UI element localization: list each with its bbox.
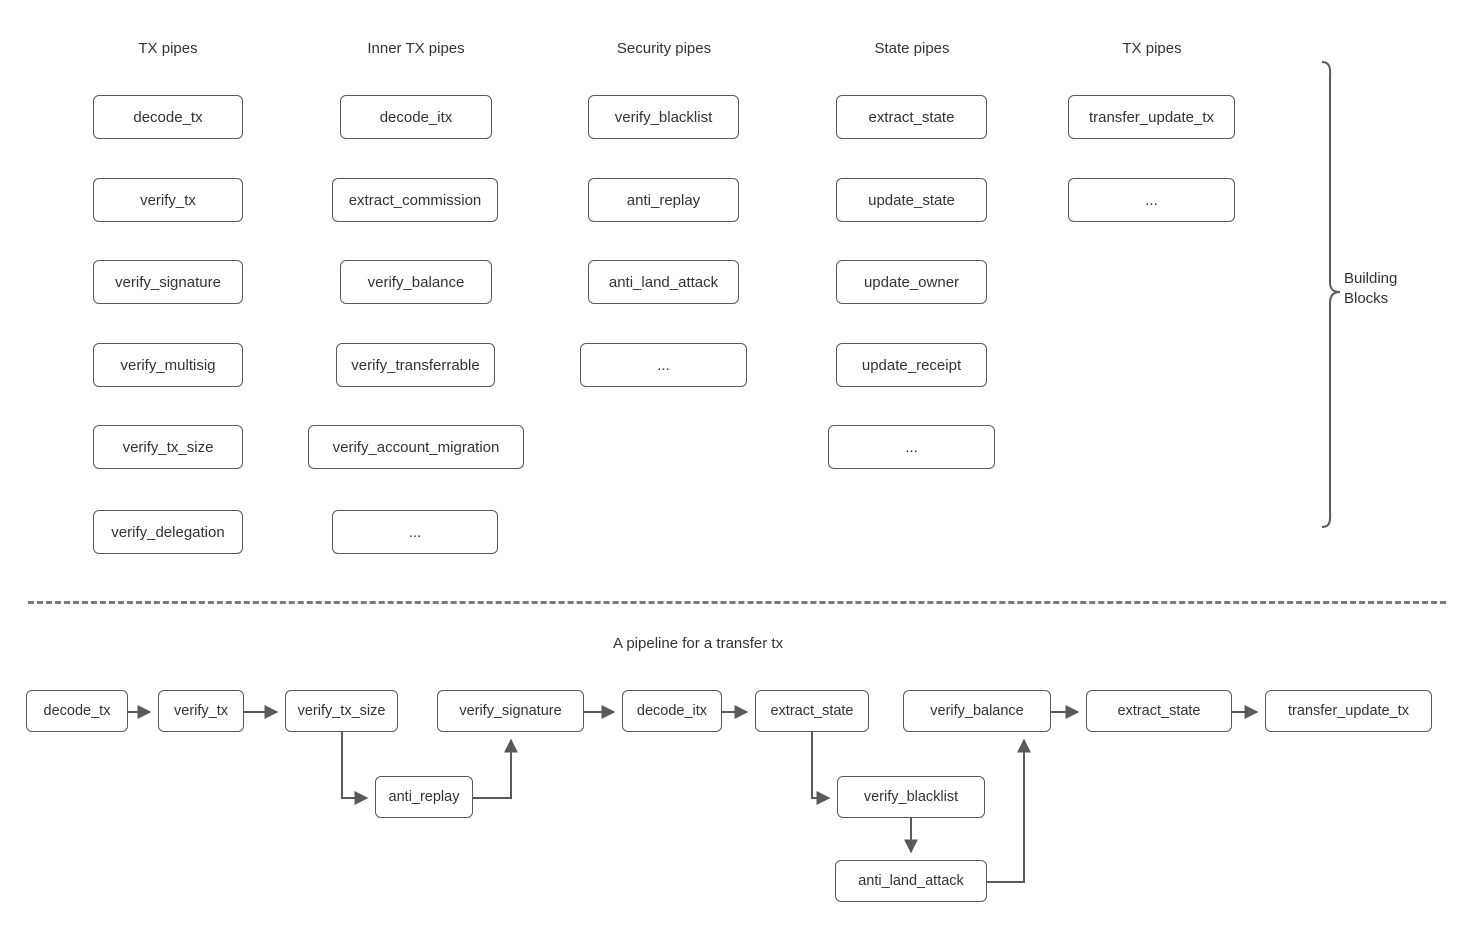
pipeline-node-verify-balance[interactable]: verify_balance	[903, 690, 1051, 732]
column-title-tx-pipes-2: TX pipes	[1122, 40, 1182, 57]
block-update-owner[interactable]: update_owner	[836, 260, 987, 304]
block-extract-state[interactable]: extract_state	[836, 95, 987, 139]
block-state-more[interactable]: ...	[828, 425, 995, 469]
block-verify-transferrable[interactable]: verify_transferrable	[336, 343, 495, 387]
section-divider	[28, 601, 1446, 604]
pipeline-node-extract-state-2[interactable]: extract_state	[1086, 690, 1232, 732]
pipeline-node-verify-blacklist[interactable]: verify_blacklist	[837, 776, 985, 818]
building-blocks-line1: Building	[1344, 270, 1398, 287]
pipeline-node-verify-tx-size[interactable]: verify_tx_size	[285, 690, 398, 732]
column-title-tx-pipes-1: TX pipes	[138, 40, 198, 57]
block-anti-replay[interactable]: anti_replay	[588, 178, 739, 222]
block-verify-balance[interactable]: verify_balance	[340, 260, 492, 304]
column-title-security-pipes: Security pipes	[616, 40, 712, 57]
block-security-more[interactable]: ...	[580, 343, 747, 387]
block-inner-tx-more[interactable]: ...	[332, 510, 498, 554]
column-title-state-pipes: State pipes	[874, 40, 950, 57]
pipeline-node-transfer-update-tx[interactable]: transfer_update_tx	[1265, 690, 1432, 732]
pipeline-node-verify-tx[interactable]: verify_tx	[158, 690, 244, 732]
block-verify-multisig[interactable]: verify_multisig	[93, 343, 243, 387]
block-update-state[interactable]: update_state	[836, 178, 987, 222]
block-verify-tx[interactable]: verify_tx	[93, 178, 243, 222]
pipeline-node-anti-land-attack[interactable]: anti_land_attack	[835, 860, 987, 902]
block-anti-land-attack[interactable]: anti_land_attack	[588, 260, 739, 304]
block-verify-blacklist[interactable]: verify_blacklist	[588, 95, 739, 139]
block-tx-pipes-more[interactable]: ...	[1068, 178, 1235, 222]
block-verify-signature[interactable]: verify_signature	[93, 260, 243, 304]
block-transfer-update-tx[interactable]: transfer_update_tx	[1068, 95, 1235, 139]
pipeline-node-decode-tx[interactable]: decode_tx	[26, 690, 128, 732]
block-update-receipt[interactable]: update_receipt	[836, 343, 987, 387]
pipeline-node-anti-replay[interactable]: anti_replay	[375, 776, 473, 818]
block-decode-tx[interactable]: decode_tx	[93, 95, 243, 139]
block-verify-delegation[interactable]: verify_delegation	[93, 510, 243, 554]
pipeline-node-extract-state-1[interactable]: extract_state	[755, 690, 869, 732]
pipeline-node-decode-itx[interactable]: decode_itx	[622, 690, 722, 732]
block-extract-commission[interactable]: extract_commission	[332, 178, 498, 222]
pipeline-node-verify-signature[interactable]: verify_signature	[437, 690, 584, 732]
block-verify-account-migration[interactable]: verify_account_migration	[308, 425, 524, 469]
building-blocks-line2: Blocks	[1344, 290, 1389, 307]
pipeline-title: A pipeline for a transfer tx	[613, 635, 784, 652]
building-blocks-label	[1344, 269, 1397, 309]
column-title-inner-tx-pipes: Inner TX pipes	[367, 40, 465, 57]
block-verify-tx-size[interactable]: verify_tx_size	[93, 425, 243, 469]
block-decode-itx[interactable]: decode_itx	[340, 95, 492, 139]
